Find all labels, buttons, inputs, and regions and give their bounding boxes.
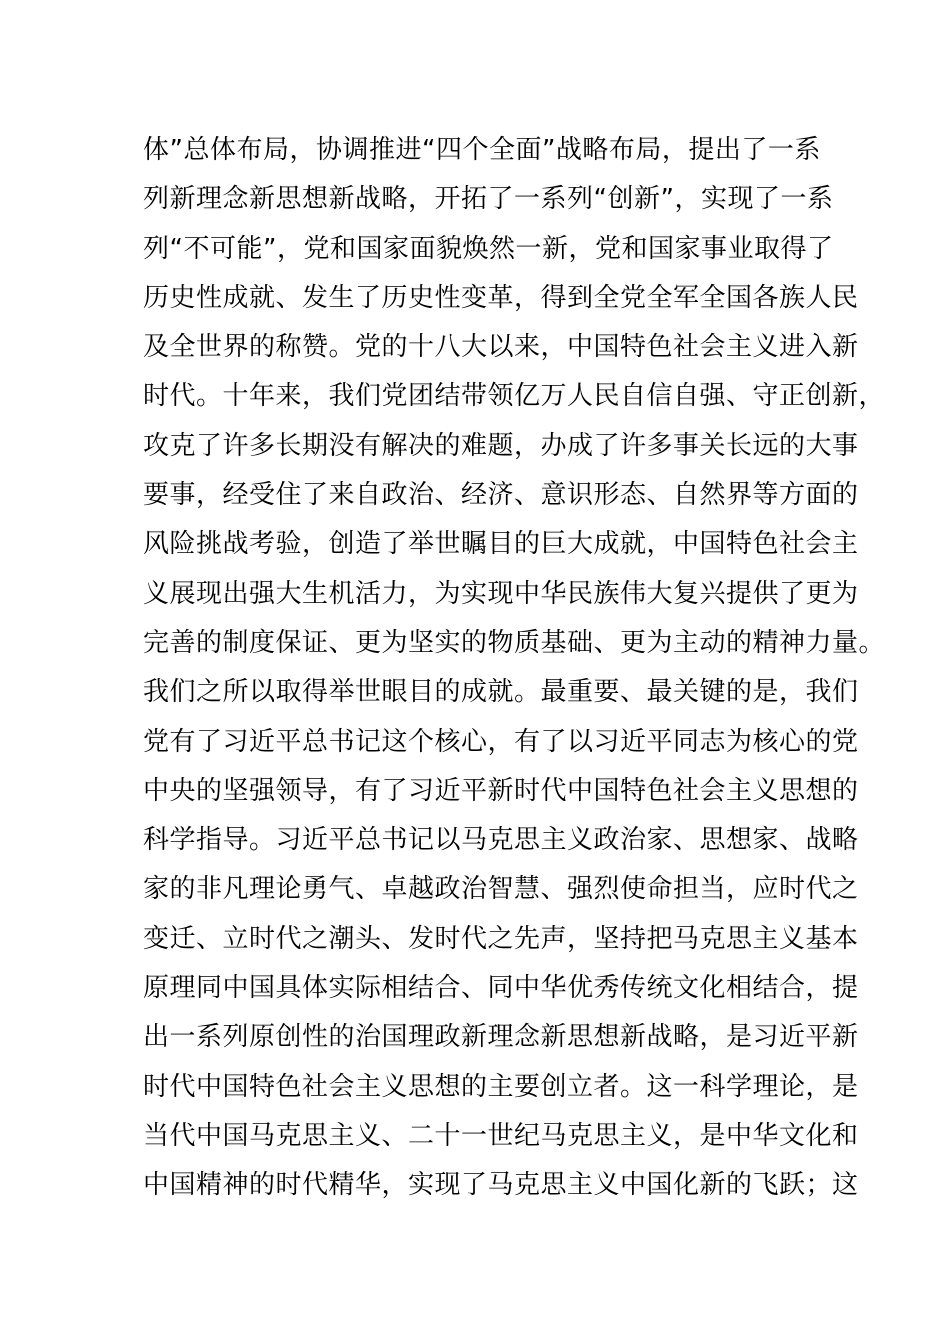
text-line: 时代。十年来，我们党团结带领亿万人民自信自强、守正创新，: [143, 381, 886, 412]
text-line: 攻克了许多长期没有解决的难题，办成了许多事关长远的大事: [143, 430, 859, 461]
text-line: 中国精神的时代精华，实现了马克思主义中国化新的飞跃；这: [143, 1170, 859, 1201]
text-line: 时代中国特色社会主义思想的主要创立者。这一科学理论，是: [143, 1071, 859, 1102]
text-line: 科学指导。习近平总书记以马克思主义政治家、思想家、战略: [143, 825, 859, 856]
text-line: 列“不可能”，党和国家面貌焕然一新，党和国家事业取得了: [143, 233, 834, 264]
text-line: 我们之所以取得举世眼目的成就。最重要、最关键的是，我们: [143, 677, 859, 708]
text-line: 要事，经受住了来自政治、经济、意识形态、自然界等方面的: [143, 480, 859, 511]
text-line: 风险挑战考验，创造了举世瞩目的巨大成就，中国特色社会主: [143, 529, 859, 560]
text-line: 原理同中国具体实际相结合、同中华优秀传统文化相结合，提: [143, 973, 859, 1004]
text-line: 当代中国马克思主义、二十一世纪马克思主义，是中华文化和: [143, 1120, 859, 1151]
text-line: 义展现出强大生机活力，为实现中华民族伟大复兴提供了更为: [143, 578, 859, 609]
text-line: 变迁、立时代之潮头、发时代之先声，坚持把马克思主义基本: [143, 923, 859, 954]
text-line: 家的非凡理论勇气、卓越政治智慧、强烈使命担当，应时代之: [143, 874, 859, 905]
text-line: 体”总体布局，协调推进“四个全面”战略布局，提出了一系: [143, 135, 821, 165]
text-line: 完善的制度保证、更为坚实的物质基础、更为主动的精神力量。: [143, 627, 886, 658]
text-line: 列新理念新思想新战略，开拓了一系列“创新”，实现了一系: [143, 184, 834, 215]
text-line: 中央的坚强领导，有了习近平新时代中国特色社会主义思想的: [143, 775, 859, 806]
text-line: 及全世界的称赞。党的十八大以来，中国特色社会主义进入新: [143, 332, 859, 363]
text-line: 党有了习近平总书记这个核心，有了以习近平同志为核心的党: [143, 726, 859, 757]
text-line: 出一系列原创性的治国理政新理念新思想新战略，是习近平新: [143, 1022, 859, 1053]
body-text: [143, 126, 886, 1211]
text-line: 历史性成就、发生了历史性变革，得到全党全军全国各族人民: [143, 282, 859, 313]
